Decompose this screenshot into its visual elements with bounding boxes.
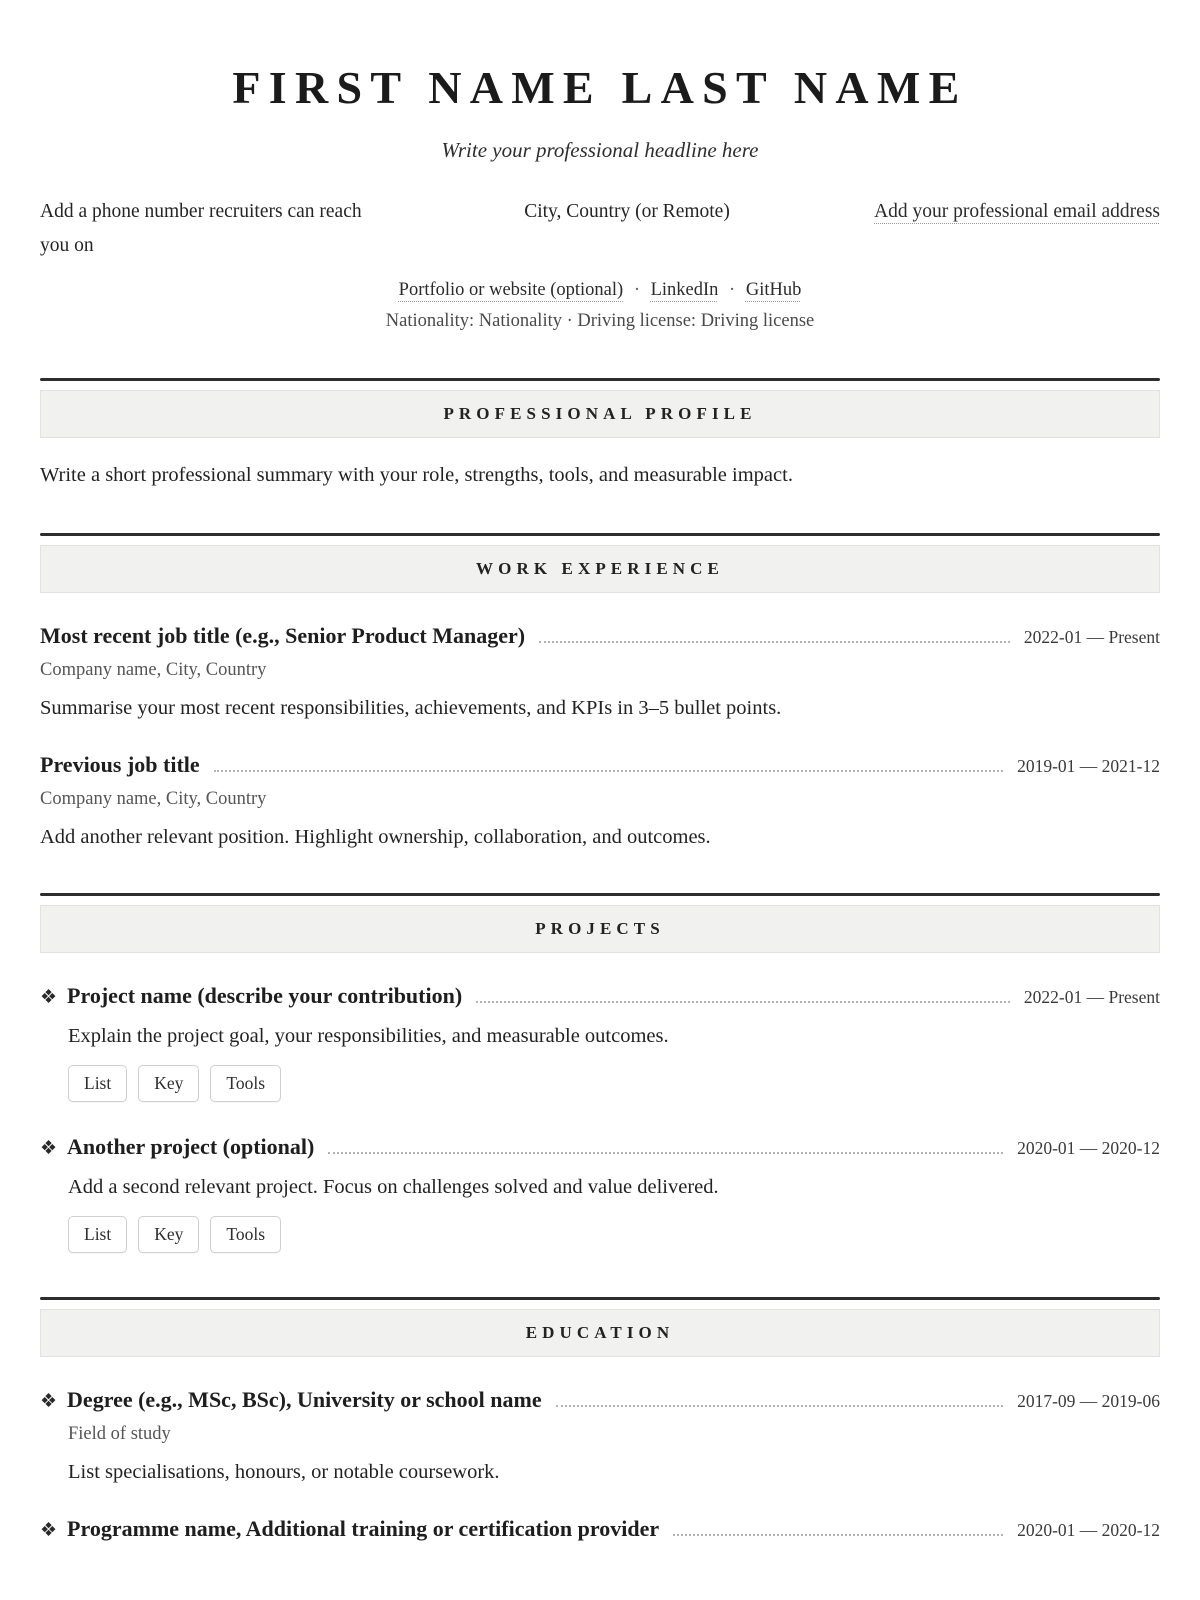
section-header-experience [40,545,1160,593]
tag-row [68,1065,1160,1102]
phone-placeholder: Add a phone number recruiters can reach you on [40,201,362,257]
diamond-bullet-icon: ❖ [40,1137,58,1159]
company-line: Company name, City, Country [40,659,267,680]
date-range: 2022-01 — Present [1023,986,1160,1007]
entry-head [40,983,1160,1009]
section-header-profile [40,390,1160,438]
diamond-bullet-icon: ❖ [40,986,58,1008]
project-description: Add a second relevant project. Focus on challenges solved and value delivered. [68,1175,719,1198]
contact-row [40,195,1160,263]
section-title: PROFESSIONAL PROFILE [443,403,757,423]
entry-head [40,623,1160,649]
diamond-bullet-icon: ❖ [40,1519,58,1541]
entry-head [40,752,1160,778]
section-divider [40,378,1160,381]
github-link[interactable]: GitHub [745,279,802,300]
profile-summary: Write a short professional summary with your role, strengths, tools, and measurable impact. [40,463,793,486]
skill-tag: Key [138,1216,199,1253]
job-title: Most recent job title (e.g., Senior Product Manager) [40,622,526,648]
project-entry [40,983,1160,1102]
skill-tag: Tools [210,1065,281,1102]
date-range: 2020-01 — 2020-12 [1017,1519,1160,1540]
job-title: Previous job title [40,751,200,777]
education-entry [40,1516,1160,1542]
tag-row [68,1216,1160,1253]
portfolio-link[interactable]: Portfolio or website (optional) [398,279,624,300]
dotted-leader [556,1405,1004,1407]
job-description: Summarise your most recent responsibilities, achievements, and KPIs in 3–5 bullet points. [40,696,782,719]
degree-title: Degree (e.g., MSc, BSc), University or school name [67,1386,542,1412]
skill-tag: Key [138,1065,199,1102]
experience-entry [40,752,1160,849]
job-description: Add another relevant position. Highlight ownership, collaboration, and outcomes. [40,825,711,848]
project-description: Explain the project goal, your responsibilities, and measurable outcomes. [68,1024,669,1047]
section-title: WORK EXPERIENCE [476,558,724,578]
date-range: 2017-09 — 2019-06 [1017,1390,1160,1411]
project-name: Project name (describe your contribution) [67,982,463,1008]
section-header-education [40,1309,1160,1357]
entry-head [40,1387,1160,1413]
education-description: List specialisations, honours, or notable coursework. [68,1460,500,1483]
entry-head [40,1516,1160,1542]
skill-tag: List [68,1216,127,1253]
date-range: 2022-01 — Present [1023,626,1160,647]
location-placeholder: City, Country (or Remote) [524,201,730,223]
dotted-leader [539,641,1010,643]
degree-title: Programme name, Additional training or certification provider [67,1515,660,1541]
dotted-leader [328,1152,1003,1154]
field-of-study: Field of study [68,1423,171,1444]
education-entry [40,1387,1160,1484]
dotted-leader [214,770,1003,772]
links-row [40,280,1160,301]
section-title: PROJECTS [535,918,665,938]
dotted-leader [476,1001,1010,1003]
project-name: Another project (optional) [67,1133,315,1159]
skill-tag: List [68,1065,127,1102]
company-line: Company name, City, Country [40,788,267,809]
dotted-leader [673,1534,1003,1536]
candidate-name: FIRST NAME LAST NAME [232,62,968,113]
project-entry [40,1134,1160,1253]
skill-tag: Tools [210,1216,281,1253]
section-header-projects [40,905,1160,953]
experience-entry [40,623,1160,720]
link-separator: · [729,279,736,300]
section-title: EDUCATION [525,1322,675,1342]
diamond-bullet-icon: ❖ [40,1390,58,1412]
date-range: 2019-01 — 2021-12 [1017,755,1160,776]
email-link[interactable]: Add your professional email address [874,201,1160,223]
linkedin-link[interactable]: LinkedIn [650,279,719,300]
professional-headline: Write your professional headline here [441,138,759,163]
nationality-driving-license: Nationality: Nationality · Driving license: Driving license [385,310,815,331]
link-separator: · [633,279,640,300]
section-divider [40,1297,1160,1300]
date-range: 2020-01 — 2020-12 [1017,1137,1160,1158]
section-divider [40,533,1160,536]
entry-head [40,1134,1160,1160]
section-divider [40,893,1160,896]
